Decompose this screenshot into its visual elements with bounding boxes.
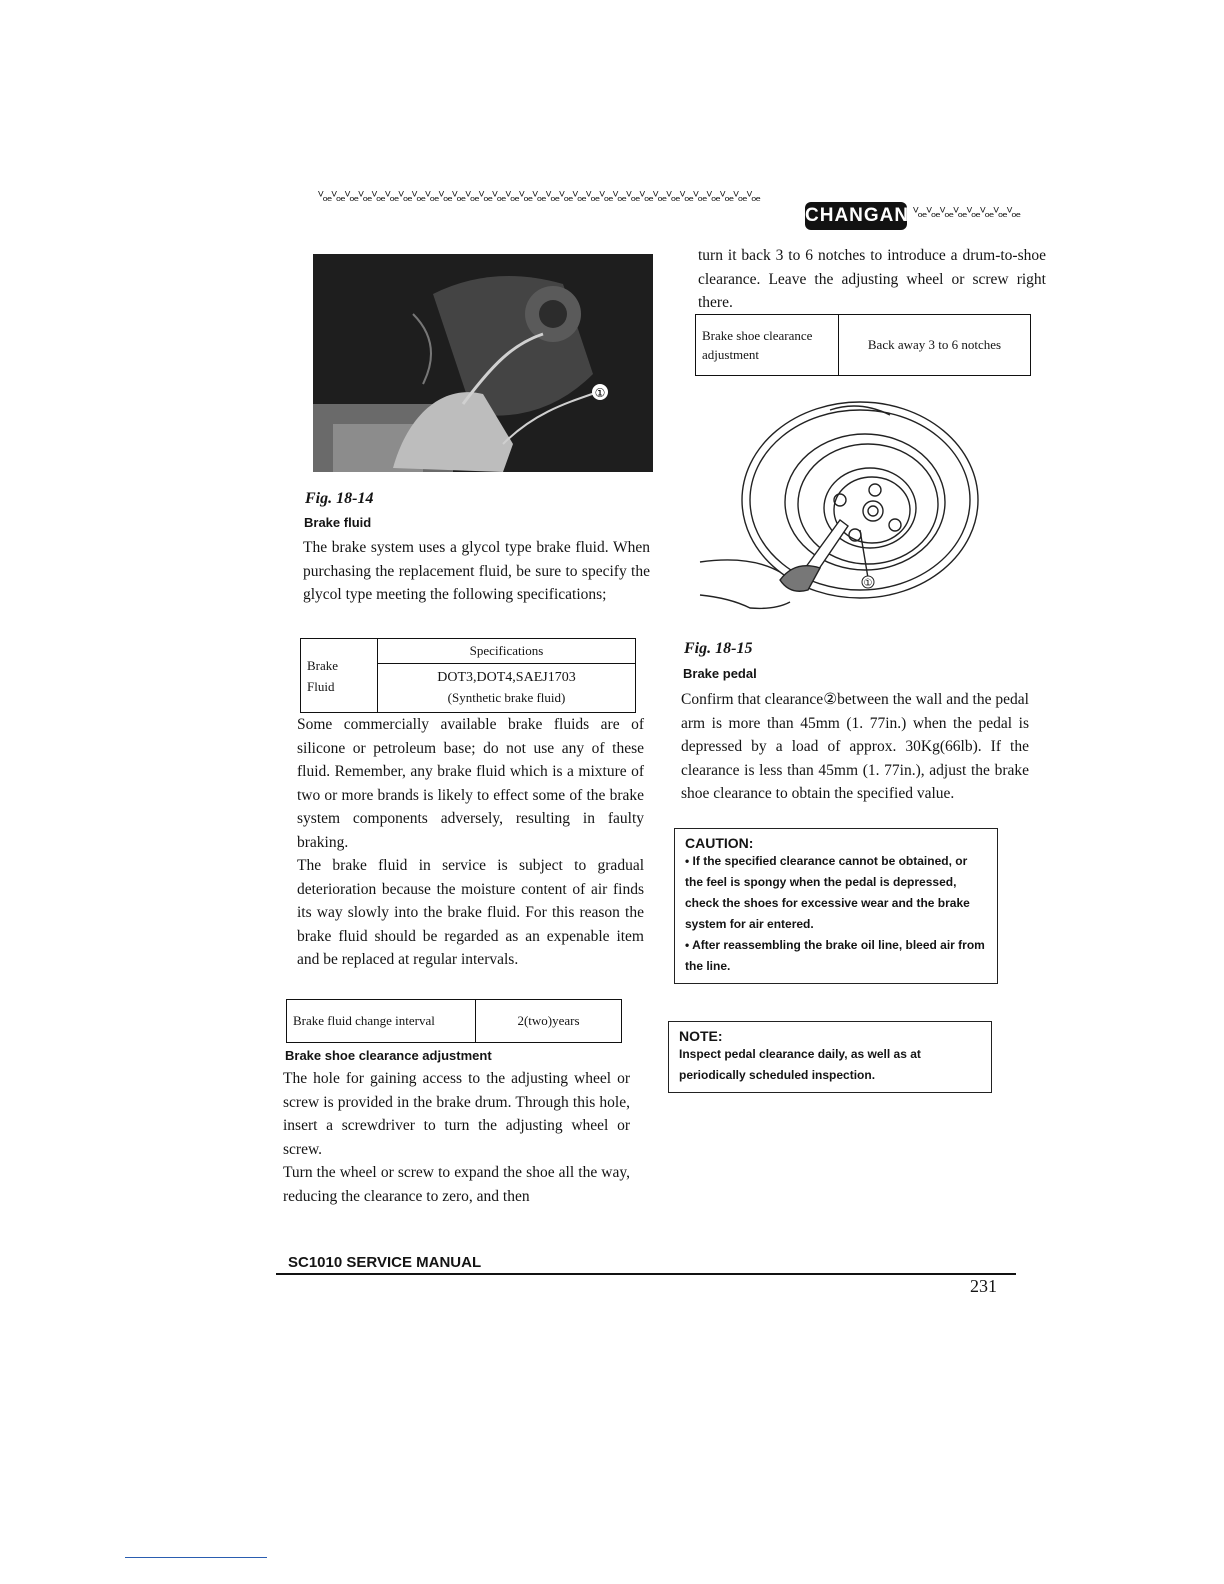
- brake-fluid-spec-table: [300, 638, 636, 713]
- note-box: [668, 1021, 992, 1093]
- footer-title: SC1010 SERVICE MANUAL: [288, 1254, 482, 1271]
- spec-row-label: Brake Fluid: [301, 639, 378, 713]
- caution-box: [674, 828, 998, 984]
- brake-pedal-paragraph: Confirm that clearance②between the wall and the pedal arm is more than 45mm (1. 77in.) when the pedal is depressed by a load of approx. 30Kg(66lb). If the clearance is less than 45mm (1. 77in.), adjust the brake shoe clearance to obtain the specified value.: [681, 691, 1029, 802]
- brake-fluid-text: [303, 536, 650, 607]
- silicone-warning-text: [297, 713, 644, 972]
- shoe-adjust-heading: Brake shoe clearance adjustment: [285, 1048, 492, 1063]
- silicone-paragraph: Some commercially available brake fluids are of silicone or petroleum base; do not use any of these fluid. Remember, any brake fluid which is a mixture of two or more brands is likely to effect some of the brake system components adversely, resulting in faulty braking.: [297, 716, 644, 851]
- shoe-adjust-paragraph-2: Turn the wheel or screw to expand the shoe all the way, reducing the clearance to zero, and then: [283, 1164, 630, 1205]
- caution-item-2: • After reassembling the brake oil line, bleed air from the line.: [685, 938, 985, 973]
- brake-pedal-text: [681, 688, 1029, 806]
- brake-fluid-paragraph: The brake system uses a glycol type brake fluid. When purchasing the replacement fluid, be sure to specify the glycol type meeting the following specifications;: [303, 539, 650, 603]
- brake-drum-illustration: [690, 390, 990, 620]
- shoe-adjust-paragraph-1: The hole for gaining access to the adjusting wheel or screw is provided in the brake drum. Through this hole, insert a screwdriver to turn the adjusting wheel or screw.: [283, 1070, 630, 1158]
- continued-paragraph: turn it back 3 to 6 notches to introduce a drum-to-shoe clearance. Leave the adjusting wheel or screw right there.: [698, 247, 1046, 311]
- page-number: 231: [970, 1276, 997, 1296]
- spec-value-line2: (Synthetic brake fluid): [447, 690, 566, 705]
- adjust-value: Back away 3 to 6 notches: [839, 315, 1031, 376]
- spec-header: Specifications: [378, 639, 636, 664]
- shoe-adjust-text: [283, 1067, 630, 1208]
- brake-fluid-heading: Brake fluid: [304, 515, 372, 530]
- figure-caption-18-15: Fig. 18-15: [684, 640, 753, 657]
- deterioration-paragraph: The brake fluid in service is subject to gradual deterioration because the moisture content of air finds its way slowly into the brake fluid. For this reason the brake fluid should be regarded as an expenable item and be replaced at regular intervals.: [297, 857, 644, 968]
- drum-callout-1: ①: [863, 578, 873, 589]
- brake-pedal-heading: Brake pedal: [683, 666, 757, 681]
- spec-value: [378, 664, 636, 713]
- note-title: NOTE:: [679, 1028, 723, 1044]
- caution-title: CAUTION:: [685, 835, 754, 851]
- header-pattern-left: ⱽₒₑⱽₒₑⱽₒₑⱽₒₑⱽₒₑⱽₒₑⱽₒₑⱽₒₑⱽₒₑⱽₒₑⱽₒₑⱽₒₑⱽₒₑⱽₒₑⱽₒₑⱽₒₑⱽₒₑⱽₒₑⱽₒₑⱽₒₑⱽₒₑⱽₒₑⱽₒₑⱽₒₑⱽₒₑⱽₒₑⱽₒₑⱽₒₑⱽₒₑⱽₒₑⱽₒₑⱽₒₑⱽₒₑ: [318, 190, 761, 205]
- header-pattern-right: ⱽₒₑⱽₒₑⱽₒₑⱽₒₑⱽₒₑⱽₒₑⱽₒₑⱽₒₑ: [913, 206, 1021, 221]
- figure-caption-18-14: Fig. 18-14: [305, 490, 374, 507]
- continued-text: [698, 244, 1046, 315]
- shoe-adjust-table: [695, 314, 1031, 376]
- footer-rule: [276, 1273, 1016, 1275]
- interval-label: Brake fluid change interval: [287, 1000, 476, 1043]
- fluid-interval-table: [286, 999, 622, 1043]
- photo-callout-1: ①: [594, 386, 606, 400]
- adjust-label: Brake shoe clearance adjustment: [696, 315, 839, 376]
- brand-logo: CHANGAN: [805, 202, 907, 230]
- interval-value: 2(two)years: [476, 1000, 622, 1043]
- bottom-link-line: [125, 1557, 267, 1558]
- brake-fluid-photo: [313, 254, 653, 472]
- spec-value-line1: DOT3,DOT4,SAEJ1703: [437, 670, 576, 685]
- caution-item-1: • If the specified clearance cannot be obtained, or the feel is spongy when the pedal is depressed, check the shoes for excessive wear and the brake system for air entered.: [685, 854, 970, 931]
- note-text: Inspect pedal clearance daily, as well as at periodically scheduled inspection.: [679, 1047, 921, 1082]
- brake-fluid-photo-illustration: [313, 254, 653, 472]
